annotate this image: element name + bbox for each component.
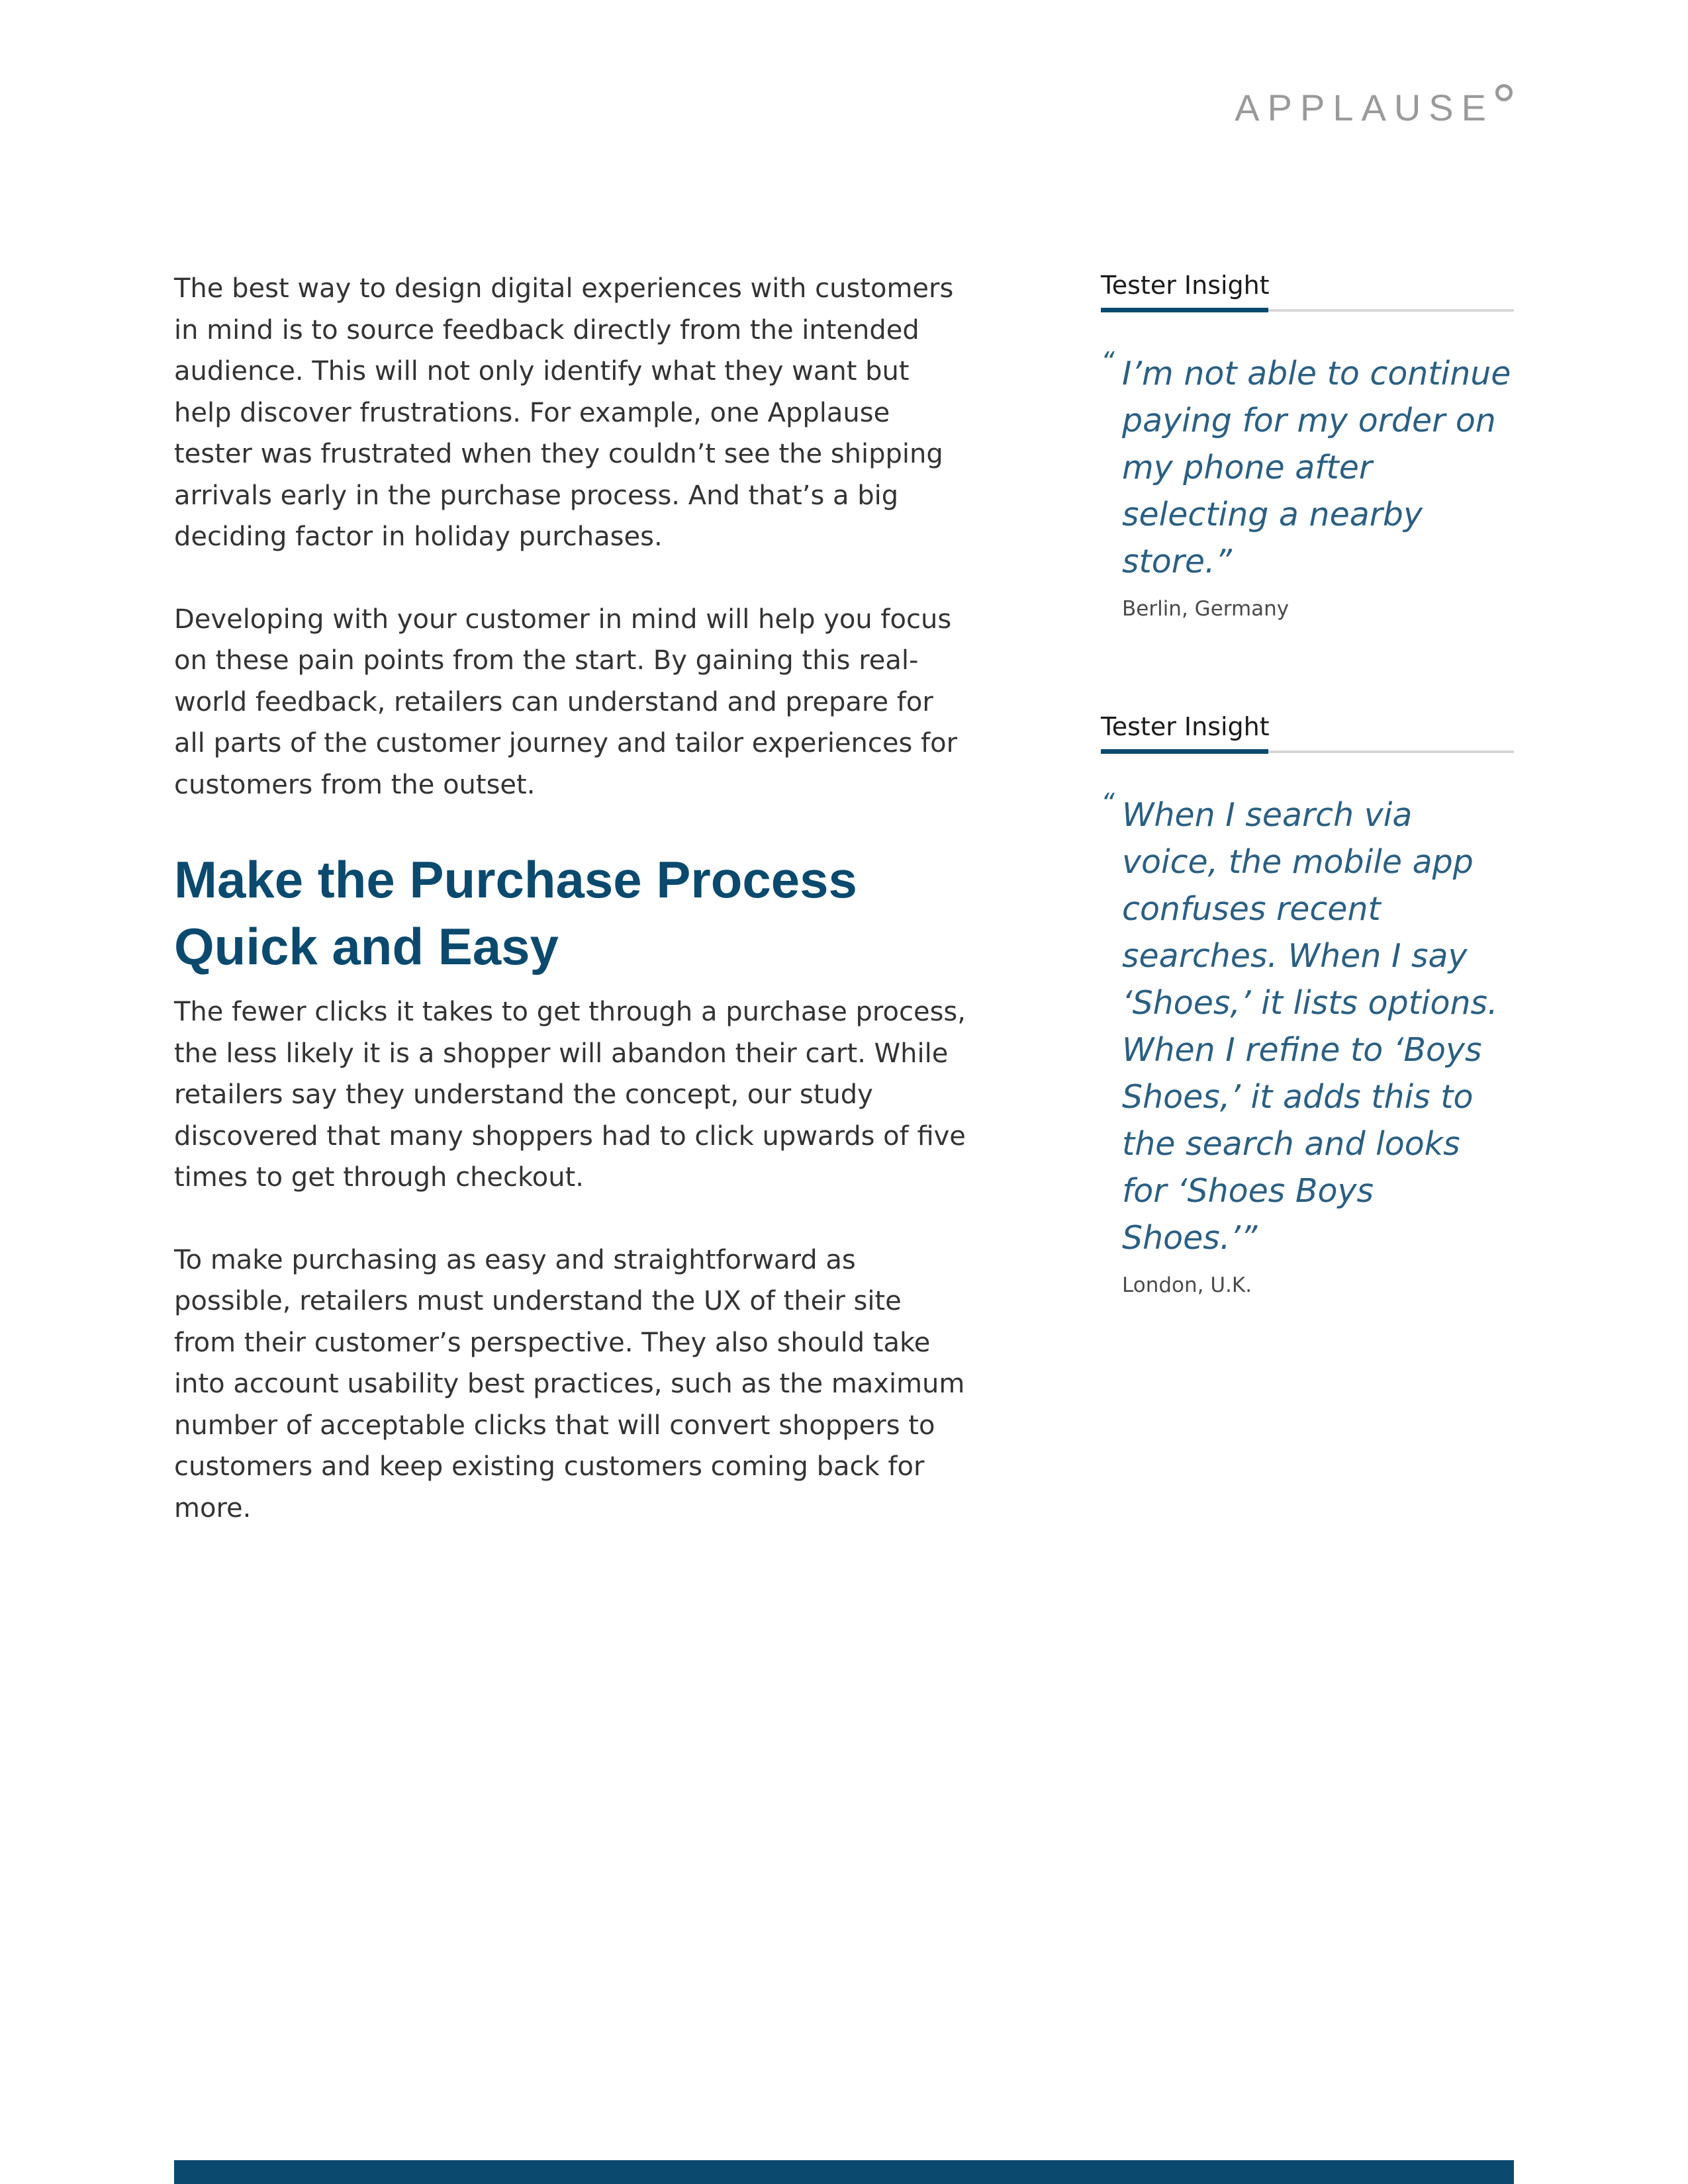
logo-text: APPLAUSE — [1235, 87, 1494, 128]
tester-insight-berlin — [1101, 273, 1514, 621]
footer-bar — [174, 2160, 1514, 2184]
applause-logo — [1235, 89, 1513, 126]
insight-quote-block — [1101, 347, 1514, 621]
body-paragraph: Developing with your customer in mind will help you focus on these pain points from the start. By gaining this real-world feedback, retailers can understand and prepare for all parts of the customer journey and tailor experiences for customers from the outset. — [174, 604, 958, 800]
quote-mark-icon: “ — [1101, 347, 1115, 377]
body-paragraph: To make purchasing as easy and straightforward as possible, retailers must understand the UX of their site from their customer’s perspective. They also should take into account usability best practices, such as the maximum number of acceptable clicks that will convert shoppers to customers and keep existing customers coming back for more. — [174, 1244, 965, 1524]
insight-location: London, U.K. — [1122, 1273, 1252, 1297]
insight-divider — [1101, 309, 1514, 312]
insight-location: Berlin, Germany — [1122, 597, 1289, 621]
insight-quote: When I search via voice, the mobile app confuses recent searches. When I say ‘Shoes,’ it lists options. When I refine to ‘Boys Shoes,’ it adds this to the search and looks for ‘Shoes Boys Shoes.’” — [1122, 796, 1498, 1257]
body-paragraph: The fewer clicks it takes to get through a purchase process, the less likely it is a shopper will abandon their cart. While retailers say they understand the concept, our study discovered that many shoppers had to click upwards of five times to get through checkout. — [174, 997, 966, 1193]
insight-title: Tester Insight — [1101, 271, 1270, 300]
insight-divider — [1101, 751, 1514, 753]
quote-mark-icon: “ — [1101, 788, 1115, 819]
body-paragraph: The best way to design digital experiences with customers in mind is to source feedback directly from the intended audience. This will not only identify what they want but help discover frustrations. For example, one Applause tester was frustrated when they couldn’t see the shipping arrivals early in the purchase process. And that’s a big deciding factor in holiday purchases. — [174, 273, 954, 552]
insight-divider-accent — [1101, 308, 1268, 312]
insight-title: Tester Insight — [1101, 712, 1270, 741]
insight-quote: I’m not able to continue paying for my order on my phone after selecting a nearby store.” — [1122, 355, 1511, 580]
logo-ring-icon — [1495, 84, 1513, 101]
tester-insight-london — [1101, 714, 1514, 1297]
insight-divider-accent — [1101, 749, 1268, 754]
main-column — [174, 268, 968, 1570]
section-heading: Make the Purchase Process Quick and Easy — [174, 850, 857, 976]
insight-quote-block — [1101, 788, 1514, 1297]
